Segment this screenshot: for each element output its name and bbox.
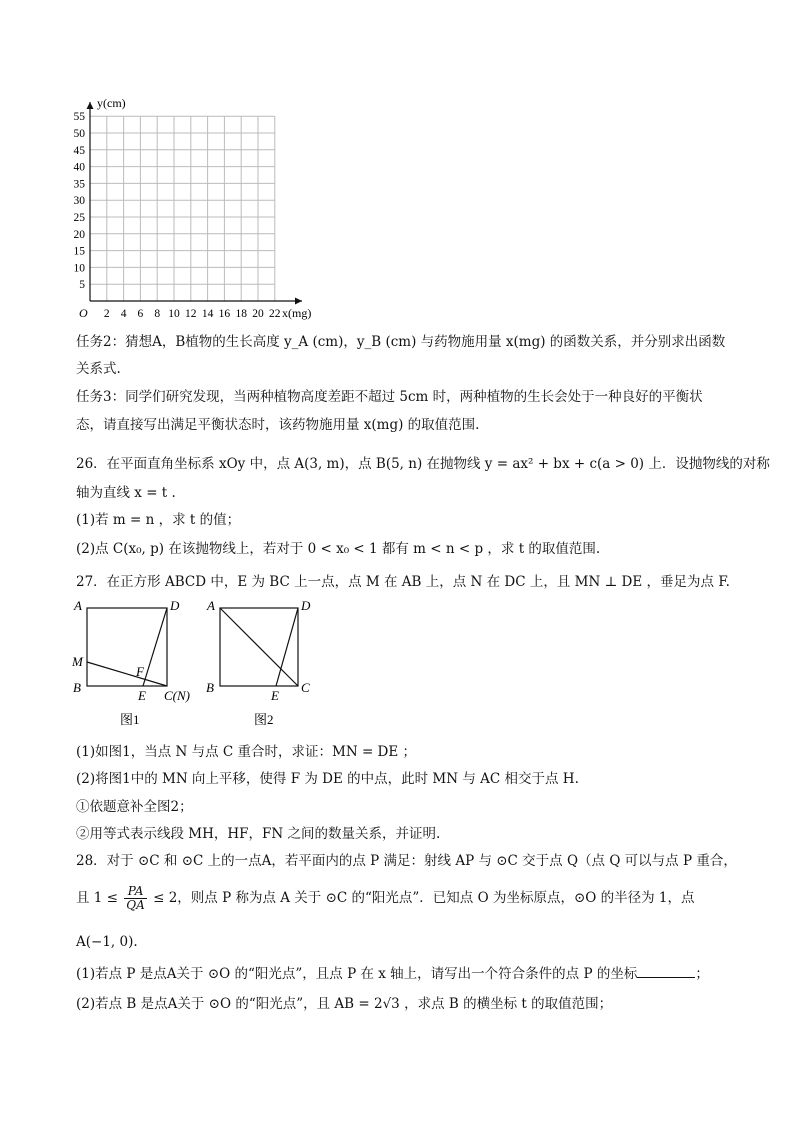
fig1-label-E: E (138, 688, 146, 703)
y-tick-label: 5 (79, 279, 85, 292)
q26-part2: (2)点 C(x₀, p) 在该抛物线上，若对于 0 < x₀ < 1 都有 m < n < p ，求 t 的取值范围. (76, 541, 601, 557)
y-tick-label: 35 (73, 178, 85, 191)
x-tick-label: 10 (168, 308, 180, 320)
q27-sub2: ②用等式表示线段 MH，HF，FN 之间的数量关系，并证明. (76, 826, 441, 842)
fig1-label-B: B (73, 680, 81, 695)
fig1-label-D: D (170, 598, 180, 613)
q28-line2 (76, 880, 695, 916)
q28-line1: 28．对于 ⊙C 和 ⊙C 上的一点A，若平面内的点 P 满足：射线 AP 与 ⊙C 交于点 Q（点 Q 可以与点 P 重合， (76, 853, 737, 869)
fig2-label-B: B (206, 680, 214, 695)
x-tick-label: 2 (103, 308, 110, 320)
q28-frac-den: QA (126, 898, 145, 912)
x-tick-label: 20 (252, 308, 264, 320)
fig1-line-MN (87, 662, 167, 686)
fig1-label-C: C(N) (164, 688, 190, 703)
x-tick-label: 18 (235, 308, 247, 320)
q27-sub1: ①依题意补全图2； (76, 799, 193, 815)
q26-part1: (1)若 m = n ，求 t 的值； (76, 512, 241, 528)
y-tick-label: 40 (73, 161, 85, 174)
q28-part2: (2)若点 B 是点A关于 ⊙O 的“阳光点”，且 AB = 2√3 ，求点 B 的横坐标 t 的取值范围； (76, 996, 613, 1012)
x-tick-labels (104, 308, 281, 320)
q28-part1-end: ； (695, 966, 709, 982)
x-tick-label: 14 (201, 308, 214, 320)
task2-line1: 任务2：猜想A，B植物的生长高度 y_A (cm)，y_B (cm) 与药物施用量 x(mg) 的函数关系，并分别求出函数 (76, 334, 726, 350)
fig1-label-M: M (72, 654, 83, 669)
fig2-caption: 图2 (254, 712, 274, 727)
y-tick-label: 25 (73, 212, 85, 224)
task3-line1: 任务3：同学们研究发现，当两种植物高度差距不超过 5cm 时，两种植物的生长会处于一种良好的平衡状 (76, 389, 703, 405)
q26-line1: 26．在平面直角坐标系 xOy 中，点 A(3, m)，点 B(5, n) 在抛物线 y = ax² + bx + c(a > 0) 上．设抛物线的对称 (76, 456, 770, 472)
y-tick-label: 15 (73, 245, 85, 258)
q27-line1: 27．在正方形 ABCD 中，E 为 BC 上一点，点 M 在 AB 上，点 N 在 DC 上，且 MN ⊥ DE ，垂足为点 F. (76, 574, 730, 590)
q27-figures (0, 596, 800, 736)
x-tick-label: 22 (269, 308, 281, 320)
fig1-line-DE (143, 608, 167, 686)
y-tick-label: 10 (73, 262, 85, 275)
fig1-label-A: A (74, 598, 82, 613)
q28-line2-pre: 且 1 ≤ (76, 890, 118, 906)
y-tick-label: 30 (73, 195, 85, 208)
coordinate-grid (0, 0, 800, 330)
q28-frac-num: PA (124, 885, 147, 899)
task3-line2: 态，请直接写出满足平衡状态时，该药物施用量 x(mg) 的取值范围. (76, 417, 480, 433)
fig1-caption: 图1 (120, 712, 140, 727)
x-tick-label: 6 (137, 308, 144, 320)
q28-part1 (76, 965, 709, 983)
q27-part1: (1)如图1，当点 N 与点 C 重合时，求证：MN = DE ； (76, 744, 417, 760)
q27-part2: (2)将图1中的 MN 向上平移，使得 F 为 DE 的中点，此时 MN 与 AC 相交于点 H. (76, 771, 579, 787)
y-tick-label: 55 (73, 111, 85, 124)
fig2-label-D: D (301, 598, 311, 613)
grid-lines (90, 116, 275, 301)
answer-blank[interactable] (637, 965, 695, 978)
x-axis-label: x(mg) (282, 306, 312, 320)
figure-2 (206, 598, 311, 727)
y-tick-labels (74, 111, 86, 291)
q28-line3: A(−1, 0). (76, 934, 138, 950)
fig2-line-AC (220, 608, 298, 686)
task2-line2: 关系式. (76, 361, 121, 377)
x-tick-label: 8 (154, 308, 161, 320)
q26-line2: 轴为直线 x = t . (76, 485, 176, 501)
x-tick-label: 4 (120, 308, 127, 320)
fig2-label-E: E (271, 688, 279, 703)
y-tick-label: 20 (73, 228, 85, 241)
fig2-label-A: A (207, 598, 215, 613)
q28-fraction (124, 885, 147, 912)
y-tick-label: 45 (73, 144, 85, 157)
fig1-label-F: F (136, 664, 144, 679)
origin-label: O (79, 306, 88, 320)
y-axis-label: y(cm) (97, 96, 126, 110)
x-tick-label: 12 (185, 308, 197, 320)
figure-1 (71, 598, 190, 727)
q28-line2-post: ≤ 2，则点 P 称为点 A 关于 ⊙C 的“阳光点”．已知点 O 为坐标原点，⊙O 的半径为 1，点 (153, 890, 695, 906)
x-tick-label: 16 (218, 308, 231, 320)
fig2-label-C: C (301, 680, 310, 695)
y-tick-label: 50 (73, 128, 85, 140)
q28-part1-text: (1)若点 P 是点A关于 ⊙O 的“阳光点”，且点 P 在 x 轴上，请写出一个符合条件的点 P 的坐标 (76, 966, 638, 982)
